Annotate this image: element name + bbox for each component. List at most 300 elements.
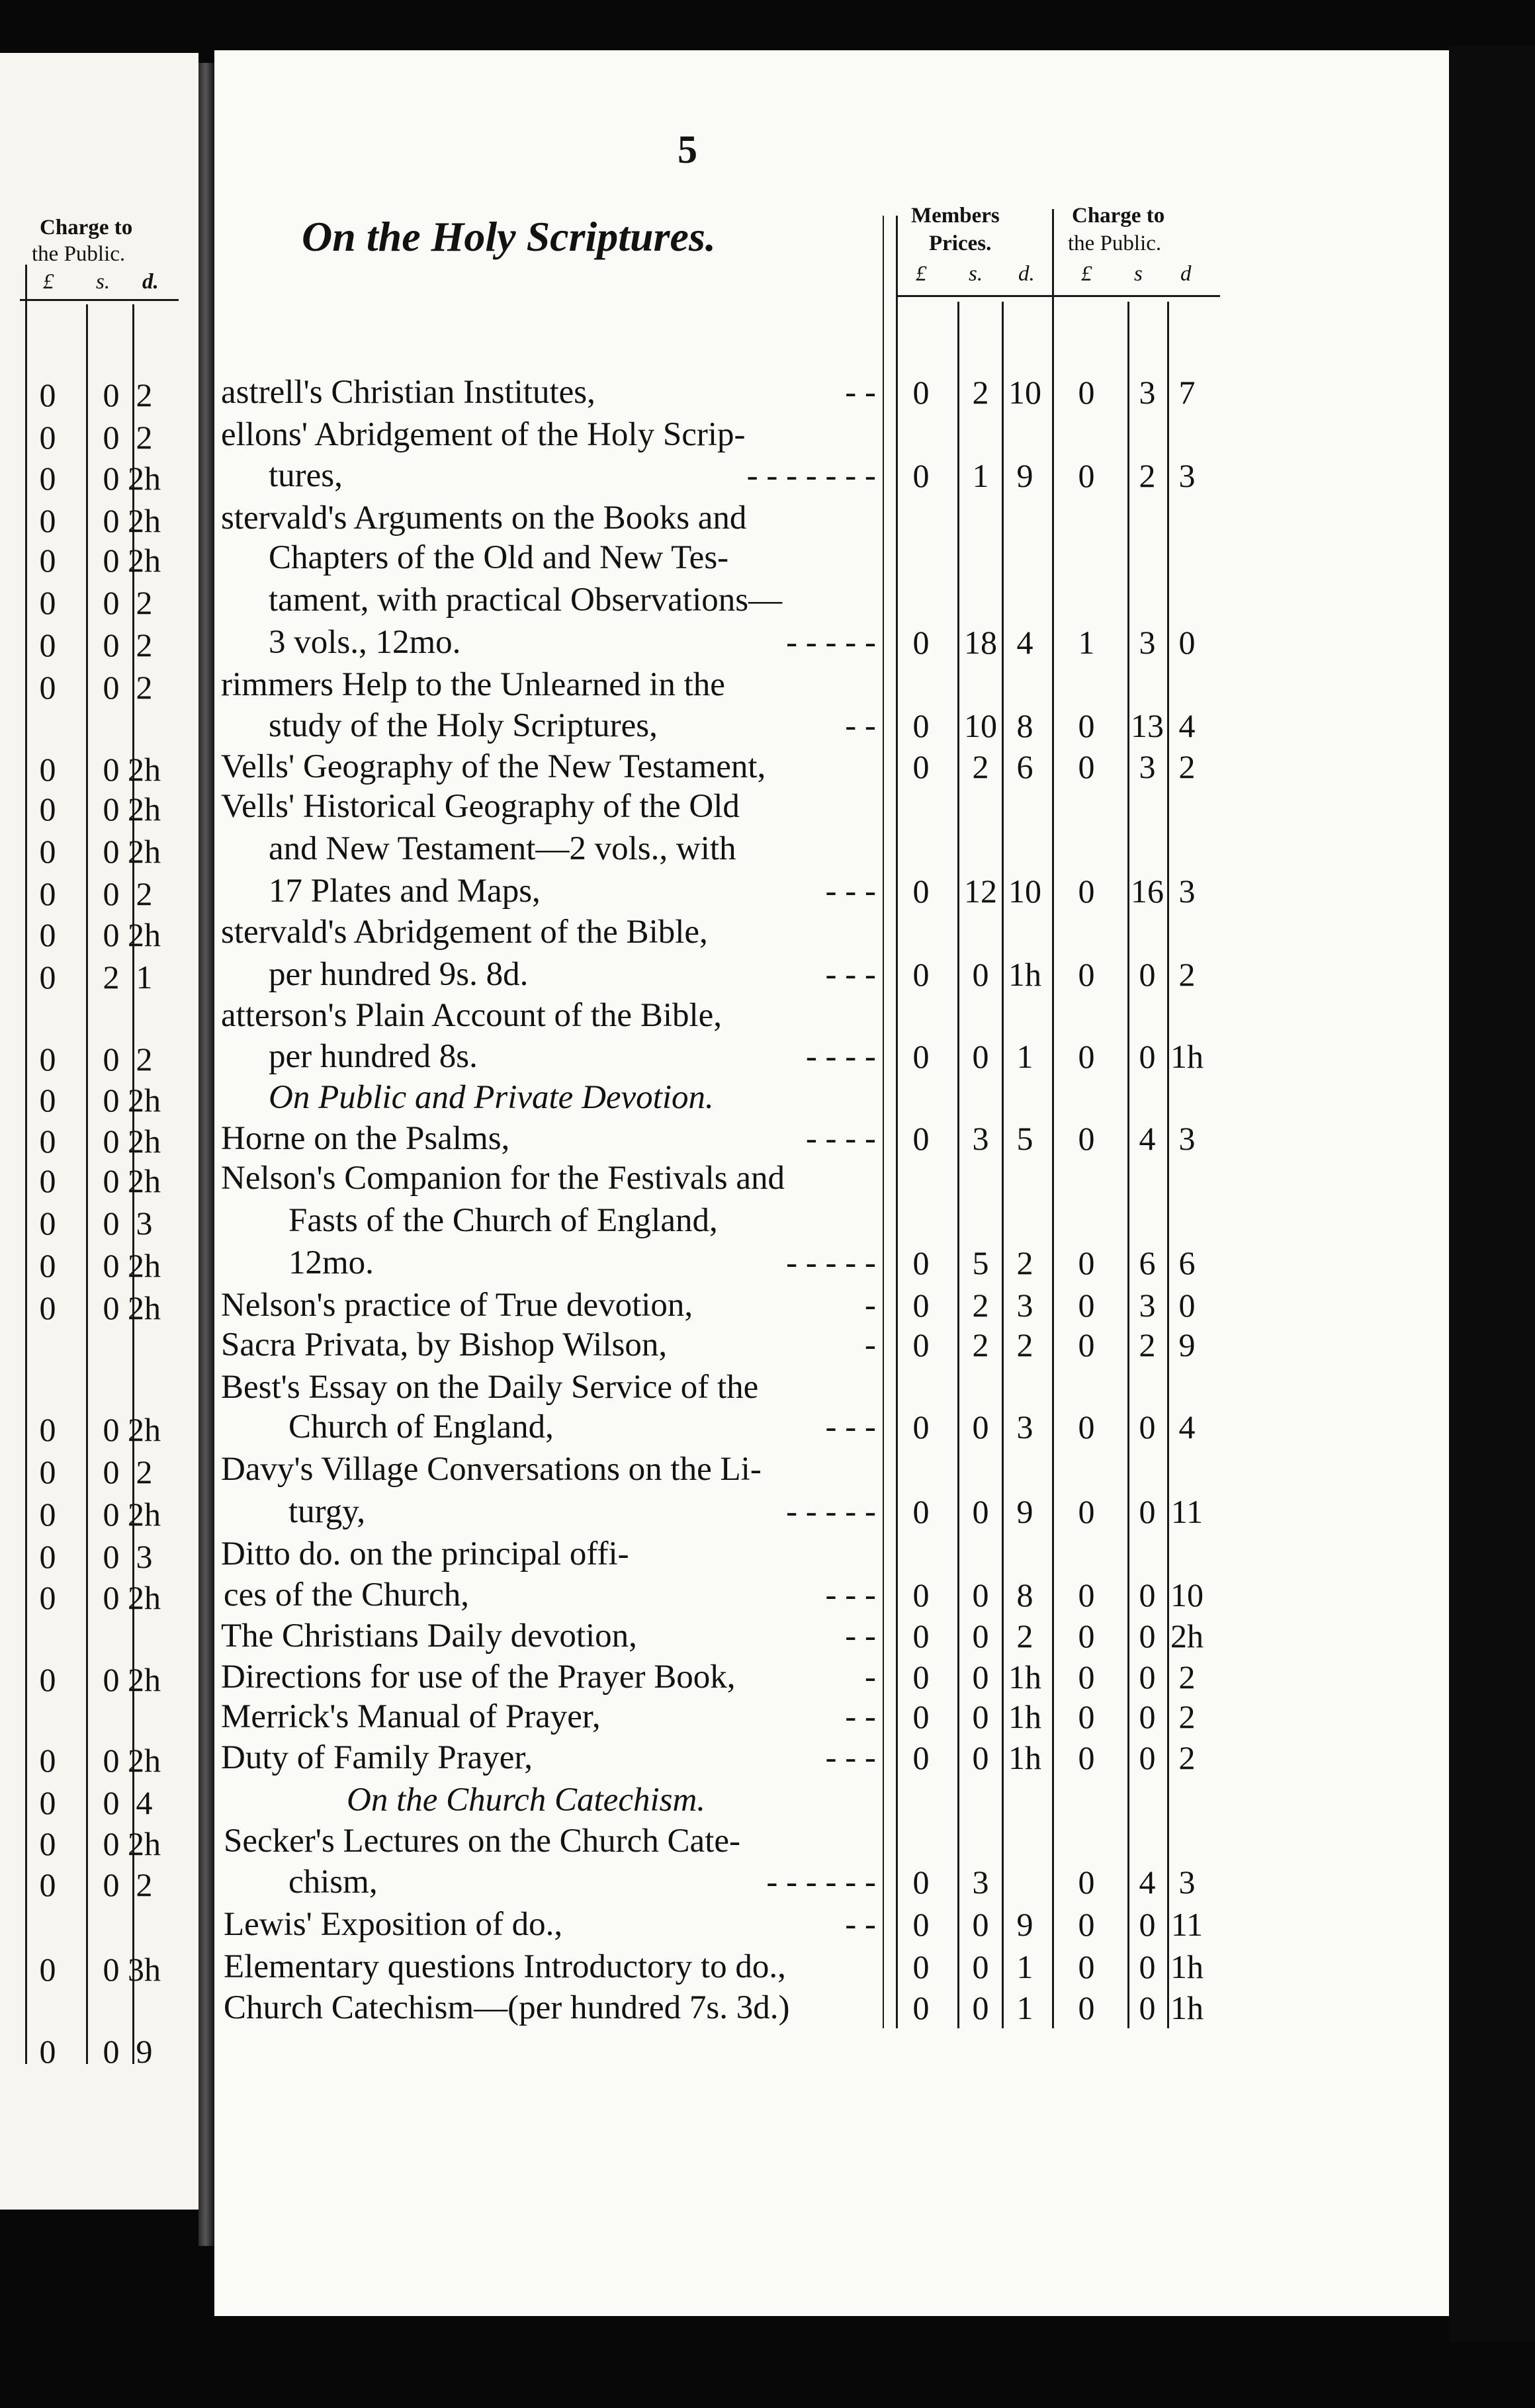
entry-line: Best's Essay on the Daily Service of the [221, 1369, 759, 1406]
member-price-pence: 3 [1016, 1287, 1033, 1324]
left-page-fragment [0, 53, 198, 2210]
entry-line: ces of the Church, [224, 1576, 470, 1613]
entry-line: 12mo. [288, 1244, 374, 1281]
entry-line: per hundred 9s. 8d. [269, 956, 529, 993]
public-price-shillings: 2 [1139, 457, 1156, 494]
left-price-pence: 2h [128, 833, 161, 870]
public-price-pence: 2 [1178, 1739, 1196, 1776]
entry-line: Secker's Lectures on the Church Cate- [224, 1823, 740, 1860]
public-price-shillings: 13 [1131, 707, 1164, 744]
member-price-pounds: 0 [912, 1948, 930, 1985]
member-price-pence: 10 [1008, 374, 1041, 411]
public-price-pounds: 0 [1078, 1658, 1095, 1696]
public-price-shillings: 0 [1139, 1493, 1156, 1530]
left-price-shillings: 0 [103, 2033, 120, 2070]
leader-dashes: - - - - - [786, 1244, 876, 1281]
leader-dashes: - - - - - - [766, 1864, 876, 1901]
entry-line: atterson's Plain Account of the Bible, [221, 997, 723, 1034]
left-price-pounds: 0 [39, 1496, 56, 1533]
member-price-pence: 1h [1008, 1658, 1041, 1696]
public-price-shillings: 3 [1139, 374, 1156, 411]
public-price-pence: 2 [1178, 956, 1196, 993]
entry-line: Nelson's Companion for the Festivals and [221, 1160, 785, 1197]
public-price-pence: 10 [1170, 1576, 1204, 1613]
leader-dashes: - - - - [805, 1038, 876, 1075]
left-price-pounds: 0 [39, 1579, 56, 1616]
public-price-pence: 6 [1178, 1244, 1196, 1281]
entry-line: astrell's Christian Institutes, [221, 374, 595, 411]
entry-line: Duty of Family Prayer, [221, 1739, 533, 1776]
left-price-pounds: 0 [39, 669, 56, 706]
left-price-pounds: 0 [39, 959, 56, 996]
left-price-shillings: 0 [103, 1289, 120, 1326]
public-price-pounds: 0 [1078, 1948, 1095, 1985]
left-price-shillings: 0 [103, 376, 120, 413]
left-price-shillings: 0 [103, 502, 120, 539]
price-column-rule [1002, 302, 1004, 2028]
leader-dashes: - [865, 1287, 876, 1324]
public-price-pounds: 0 [1078, 1906, 1095, 1943]
public-price-shillings: 0 [1139, 1739, 1156, 1776]
left-price-shillings: 0 [103, 1123, 120, 1160]
member-price-shillings: 0 [972, 956, 989, 993]
left-price-pounds: 0 [39, 376, 56, 413]
left-price-shillings: 0 [103, 1579, 120, 1616]
public-price-pounds: 0 [1078, 1408, 1095, 1445]
public-price-pence: 7 [1178, 374, 1196, 411]
leader-dashes: - [865, 1326, 876, 1363]
member-price-shillings: 0 [972, 1989, 989, 2026]
public-price-pounds: 1 [1078, 624, 1095, 661]
member-price-pence: 8 [1016, 707, 1033, 744]
entry-line: turgy, [288, 1493, 366, 1530]
entry-line: Lewis' Exposition of do., [224, 1906, 563, 1943]
member-price-shillings: 0 [972, 1906, 989, 1943]
member-price-pounds: 0 [912, 1739, 930, 1776]
public-price-shillings: 0 [1139, 1989, 1156, 2026]
public-price-pence: 1h [1170, 1038, 1204, 1075]
public-price-pounds: 0 [1078, 1739, 1095, 1776]
public-price-pounds: 0 [1078, 748, 1095, 785]
member-price-pence: 5 [1016, 1120, 1033, 1157]
left-price-pence: 2h [128, 460, 161, 497]
left-price-pounds: 0 [39, 1453, 56, 1490]
public-price-pounds: 0 [1078, 1287, 1095, 1324]
member-price-pounds: 0 [912, 707, 930, 744]
entry-line: Horne on the Psalms, [221, 1120, 510, 1157]
left-price-shillings: 0 [103, 791, 120, 828]
public-price-pounds: 0 [1078, 1698, 1095, 1735]
entry-line: The Christians Daily devotion, [221, 1617, 637, 1655]
public-price-pence: 3 [1178, 1120, 1196, 1157]
members-unit-pound: £ [916, 262, 927, 286]
left-price-pence: 2h [128, 1289, 161, 1326]
member-price-shillings: 0 [972, 1576, 989, 1613]
entry-line: Vells' Geography of the New Testament, [221, 748, 766, 785]
price-column-rule [957, 302, 959, 2028]
left-price-pence: 2h [128, 791, 161, 828]
member-price-pence: 4 [1016, 624, 1033, 661]
public-price-pounds: 0 [1078, 1038, 1095, 1075]
left-price-pounds: 0 [39, 1082, 56, 1119]
entry-line: Church Catechism—(per hundred 7s. 3d.) [224, 1989, 790, 2026]
member-price-pounds: 0 [912, 374, 930, 411]
left-price-shillings: 0 [103, 1041, 120, 1078]
entry-line: Church of England, [288, 1408, 554, 1445]
public-price-pence: 1h [1170, 1948, 1204, 1985]
member-price-shillings: 0 [972, 1408, 989, 1445]
entry-line: Directions for use of the Prayer Book, [221, 1658, 736, 1696]
leader-dashes: - - [845, 374, 876, 411]
left-price-shillings: 0 [103, 1538, 120, 1575]
public-price-pence: 3 [1178, 457, 1196, 494]
member-price-shillings: 0 [972, 1038, 989, 1075]
section-title: On the Holy Scriptures. [302, 213, 716, 260]
left-price-pounds: 0 [39, 626, 56, 664]
public-price-pence: 2h [1170, 1617, 1204, 1655]
left-price-pounds: 0 [39, 1661, 56, 1698]
entry-line: study of the Holy Scriptures, [269, 707, 658, 744]
member-price-shillings: 12 [964, 873, 997, 910]
member-price-shillings: 10 [964, 707, 997, 744]
member-price-shillings: 0 [972, 1739, 989, 1776]
subsection-heading: On the Church Catechism. [347, 1782, 706, 1819]
left-unit-shilling: s. [96, 270, 110, 294]
public-unit-shilling: s [1134, 262, 1143, 286]
public-price-pounds: 0 [1078, 873, 1095, 910]
member-price-pence: 1 [1016, 1948, 1033, 1985]
member-price-shillings: 2 [972, 1287, 989, 1324]
public-price-pence: 2 [1178, 748, 1196, 785]
entry-line: stervald's Abridgement of the Bible, [221, 914, 708, 951]
member-price-shillings: 0 [972, 1698, 989, 1735]
leader-dashes: - - - [825, 873, 876, 910]
left-price-pounds: 0 [39, 460, 56, 497]
member-price-shillings: 2 [972, 374, 989, 411]
left-price-shillings: 0 [103, 1825, 120, 1862]
left-unit-pence: d. [142, 270, 159, 294]
entry-line: Fasts of the Church of England, [288, 1202, 718, 1239]
left-price-pence: 4 [136, 1784, 153, 1821]
left-price-shillings: 0 [103, 1247, 120, 1284]
leader-dashes: - [865, 1658, 876, 1696]
public-price-pence: 1h [1170, 1989, 1204, 2026]
member-price-pence: 9 [1016, 457, 1033, 494]
public-price-pounds: 0 [1078, 1864, 1095, 1901]
leader-dashes: - - - [825, 1739, 876, 1776]
left-price-pounds: 0 [39, 916, 56, 953]
member-price-shillings: 2 [972, 1326, 989, 1363]
price-column-rule [1167, 302, 1169, 2028]
left-price-pence: 2 [136, 1453, 153, 1490]
public-price-shillings: 0 [1139, 956, 1156, 993]
left-price-pence: 2h [128, 542, 161, 579]
left-price-pence: 2 [136, 875, 153, 912]
entry-line: Elementary questions Introductory to do., [224, 1948, 786, 1985]
left-price-shillings: 0 [103, 751, 120, 788]
members-prices-header-line-1: Members [911, 204, 1000, 228]
left-price-shillings: 0 [103, 1496, 120, 1533]
left-price-shillings: 0 [103, 1453, 120, 1490]
member-price-pounds: 0 [912, 624, 930, 661]
member-price-pounds: 0 [912, 1576, 930, 1613]
public-charge-header-line-2: the Public. [1068, 232, 1162, 255]
leader-dashes: - - - - - [786, 624, 876, 661]
public-price-pounds: 0 [1078, 457, 1095, 494]
public-price-shillings: 0 [1139, 1948, 1156, 1985]
member-price-shillings: 1 [972, 457, 989, 494]
member-price-shillings: 2 [972, 748, 989, 785]
member-price-pounds: 0 [912, 748, 930, 785]
left-price-pounds: 0 [39, 1742, 56, 1779]
public-price-pence: 2 [1178, 1658, 1196, 1696]
public-price-pounds: 0 [1078, 1576, 1095, 1613]
public-price-shillings: 0 [1139, 1698, 1156, 1735]
left-unit-pound: £ [43, 270, 54, 294]
member-price-pence: 1h [1008, 956, 1041, 993]
public-price-shillings: 4 [1139, 1120, 1156, 1157]
member-price-pounds: 0 [912, 1120, 930, 1157]
public-price-pence: 0 [1178, 1287, 1196, 1324]
left-price-shillings: 0 [103, 916, 120, 953]
left-price-shillings: 0 [103, 1742, 120, 1779]
left-price-pounds: 0 [39, 875, 56, 912]
left-price-pence: 2 [136, 584, 153, 621]
left-price-pence: 2 [136, 419, 153, 456]
member-price-pounds: 0 [912, 1864, 930, 1901]
entry-line: Chapters of the Old and New Tes- [269, 539, 729, 576]
left-price-pounds: 0 [39, 1866, 56, 1903]
left-column-rule-2 [86, 304, 88, 2064]
leader-dashes: - - [845, 707, 876, 744]
left-price-pence: 2 [136, 1041, 153, 1078]
left-price-shillings: 0 [103, 1661, 120, 1698]
public-price-shillings: 0 [1139, 1617, 1156, 1655]
entry-line: 17 Plates and Maps, [269, 873, 541, 910]
entry-line: stervald's Arguments on the Books and [221, 499, 747, 537]
public-price-shillings: 3 [1139, 748, 1156, 785]
member-price-pounds: 0 [912, 1493, 930, 1530]
public-price-pounds: 0 [1078, 707, 1095, 744]
left-price-pence: 2h [128, 502, 161, 539]
left-price-pence: 9 [136, 2033, 153, 2070]
member-price-shillings: 5 [972, 1244, 989, 1281]
left-header-line-2: the Public. [32, 242, 126, 266]
page-5 [214, 50, 1449, 2316]
public-price-shillings: 2 [1139, 1326, 1156, 1363]
member-price-pounds: 0 [912, 956, 930, 993]
entry-line: ellons' Abridgement of the Holy Scrip- [221, 416, 746, 453]
member-price-pence: 6 [1016, 748, 1033, 785]
member-price-shillings: 0 [972, 1948, 989, 1985]
public-price-pence: 11 [1170, 1906, 1204, 1943]
public-price-pounds: 0 [1078, 1493, 1095, 1530]
public-price-pence: 11 [1170, 1493, 1204, 1530]
left-price-shillings: 0 [103, 1162, 120, 1199]
public-price-pence: 9 [1178, 1326, 1196, 1363]
public-price-shillings: 3 [1139, 624, 1156, 661]
price-header-rule [896, 295, 1220, 297]
left-price-shillings: 0 [103, 1784, 120, 1821]
entry-line: chism, [288, 1864, 378, 1901]
entry-line: Merrick's Manual of Prayer, [221, 1698, 601, 1735]
member-price-pounds: 0 [912, 1408, 930, 1445]
entry-line: per hundred 8s. [269, 1038, 478, 1075]
member-price-pounds: 0 [912, 873, 930, 910]
member-price-pence: 1h [1008, 1739, 1041, 1776]
member-price-pence: 2 [1016, 1326, 1033, 1363]
left-price-pounds: 0 [39, 2033, 56, 2070]
public-price-pounds: 0 [1078, 374, 1095, 411]
member-price-shillings: 3 [972, 1120, 989, 1157]
left-column-rule-1 [25, 265, 27, 2064]
member-price-pence: 9 [1016, 1493, 1033, 1530]
member-price-shillings: 0 [972, 1658, 989, 1696]
left-price-pence: 2 [136, 669, 153, 706]
member-price-pence: 9 [1016, 1906, 1033, 1943]
members-unit-pence: d. [1018, 262, 1035, 286]
member-price-pounds: 0 [912, 1038, 930, 1075]
left-price-pence: 2 [136, 1866, 153, 1903]
left-price-shillings: 0 [103, 1951, 120, 1988]
left-header-line-1: Charge to [40, 216, 133, 239]
left-price-shillings: 0 [103, 542, 120, 579]
member-price-pounds: 0 [912, 457, 930, 494]
left-price-shillings: 0 [103, 584, 120, 621]
public-unit-pound: £ [1081, 262, 1092, 286]
left-price-pence: 2h [128, 1162, 161, 1199]
left-price-pounds: 0 [39, 1123, 56, 1160]
left-price-pounds: 0 [39, 833, 56, 870]
left-price-pence: 3 [136, 1205, 153, 1242]
left-price-pence: 2h [128, 751, 161, 788]
leader-dashes: - - [845, 1617, 876, 1655]
left-price-pence: 2h [128, 1082, 161, 1119]
price-column-rule [896, 216, 898, 2028]
public-price-shillings: 0 [1139, 1408, 1156, 1445]
left-price-shillings: 0 [103, 1411, 120, 1448]
page-edge-shadow [1449, 46, 1535, 2342]
left-price-pounds: 0 [39, 791, 56, 828]
left-price-pounds: 0 [39, 1205, 56, 1242]
members-unit-shilling: s. [969, 262, 983, 286]
member-price-pounds: 0 [912, 1989, 930, 2026]
entry-line: rimmers Help to the Unlearned in the [221, 666, 725, 703]
left-price-shillings: 0 [103, 669, 120, 706]
left-price-pence: 2h [128, 1496, 161, 1533]
public-price-shillings: 16 [1131, 873, 1164, 910]
member-price-shillings: 0 [972, 1617, 989, 1655]
leader-dashes: - - - - - - - [746, 457, 876, 494]
public-price-pence: 3 [1178, 873, 1196, 910]
left-price-pounds: 0 [39, 502, 56, 539]
left-price-pounds: 0 [39, 1289, 56, 1326]
left-price-pounds: 0 [39, 751, 56, 788]
member-price-pence: 1 [1016, 1989, 1033, 2026]
left-price-pence: 2h [128, 1742, 161, 1779]
left-price-shillings: 0 [103, 419, 120, 456]
public-price-pence: 4 [1178, 1408, 1196, 1445]
entry-line: 3 vols., 12mo. [269, 624, 461, 661]
member-price-pounds: 0 [912, 1326, 930, 1363]
price-column-rule [1127, 302, 1129, 2028]
leader-dashes: - - - - [805, 1120, 876, 1157]
entry-line: Davy's Village Conversations on the Li- [221, 1451, 762, 1488]
entry-line: Vells' Historical Geography of the Old [221, 788, 740, 825]
subsection-heading: On Public and Private Devotion. [269, 1079, 714, 1116]
left-price-pounds: 0 [39, 1951, 56, 1988]
left-price-shillings: 0 [103, 1082, 120, 1119]
public-price-shillings: 4 [1139, 1864, 1156, 1901]
price-column-rule [1052, 209, 1054, 2028]
left-price-pounds: 0 [39, 1411, 56, 1448]
entry-line: tament, with practical Observations— [269, 581, 783, 619]
public-price-pence: 4 [1178, 707, 1196, 744]
left-price-pence: 2 [136, 626, 153, 664]
public-price-pounds: 0 [1078, 1989, 1095, 2026]
public-price-pounds: 0 [1078, 1244, 1095, 1281]
member-price-pounds: 0 [912, 1287, 930, 1324]
member-price-pence: 10 [1008, 873, 1041, 910]
public-price-pounds: 0 [1078, 1120, 1095, 1157]
public-charge-header-line-1: Charge to [1072, 204, 1165, 228]
left-price-pounds: 0 [39, 542, 56, 579]
left-price-pence: 3 [136, 1538, 153, 1575]
left-price-pence: 2h [128, 1123, 161, 1160]
member-price-pence: 8 [1016, 1576, 1033, 1613]
left-price-shillings: 0 [103, 460, 120, 497]
leader-dashes: - - - [825, 956, 876, 993]
left-price-pence: 2h [128, 1825, 161, 1862]
page-number: 5 [678, 128, 697, 171]
public-unit-pence: d [1180, 262, 1192, 286]
member-price-pounds: 0 [912, 1658, 930, 1696]
leader-dashes: - - - [825, 1408, 876, 1445]
public-price-pence: 3 [1178, 1864, 1196, 1901]
public-price-pence: 0 [1178, 624, 1196, 661]
left-price-shillings: 0 [103, 1866, 120, 1903]
left-price-pence: 3h [128, 1951, 161, 1988]
left-price-pounds: 0 [39, 1247, 56, 1284]
public-price-shillings: 0 [1139, 1038, 1156, 1075]
member-price-pence: 2 [1016, 1617, 1033, 1655]
public-price-pounds: 0 [1078, 1326, 1095, 1363]
left-price-pence: 2h [128, 1579, 161, 1616]
member-price-shillings: 18 [964, 624, 997, 661]
member-price-pounds: 0 [912, 1698, 930, 1735]
left-price-pence: 2 [136, 376, 153, 413]
member-price-pounds: 0 [912, 1617, 930, 1655]
public-price-shillings: 6 [1139, 1244, 1156, 1281]
members-prices-header-line-2: Prices. [929, 232, 992, 255]
left-price-shillings: 0 [103, 1205, 120, 1242]
leader-dashes: - - - [825, 1576, 876, 1613]
left-price-shillings: 2 [103, 959, 120, 996]
leader-dashes: - - [845, 1698, 876, 1735]
left-header-rule [20, 299, 179, 301]
leader-dashes: - - [845, 1906, 876, 1943]
left-price-pounds: 0 [39, 1162, 56, 1199]
public-price-pounds: 0 [1078, 956, 1095, 993]
left-price-pounds: 0 [39, 1538, 56, 1575]
left-price-pounds: 0 [39, 1825, 56, 1862]
left-price-pence: 1 [136, 959, 153, 996]
entry-line: and New Testament—2 vols., with [269, 830, 736, 867]
left-price-pounds: 0 [39, 1041, 56, 1078]
left-price-shillings: 0 [103, 626, 120, 664]
public-price-shillings: 0 [1139, 1576, 1156, 1613]
entry-line: tures, [269, 457, 343, 494]
